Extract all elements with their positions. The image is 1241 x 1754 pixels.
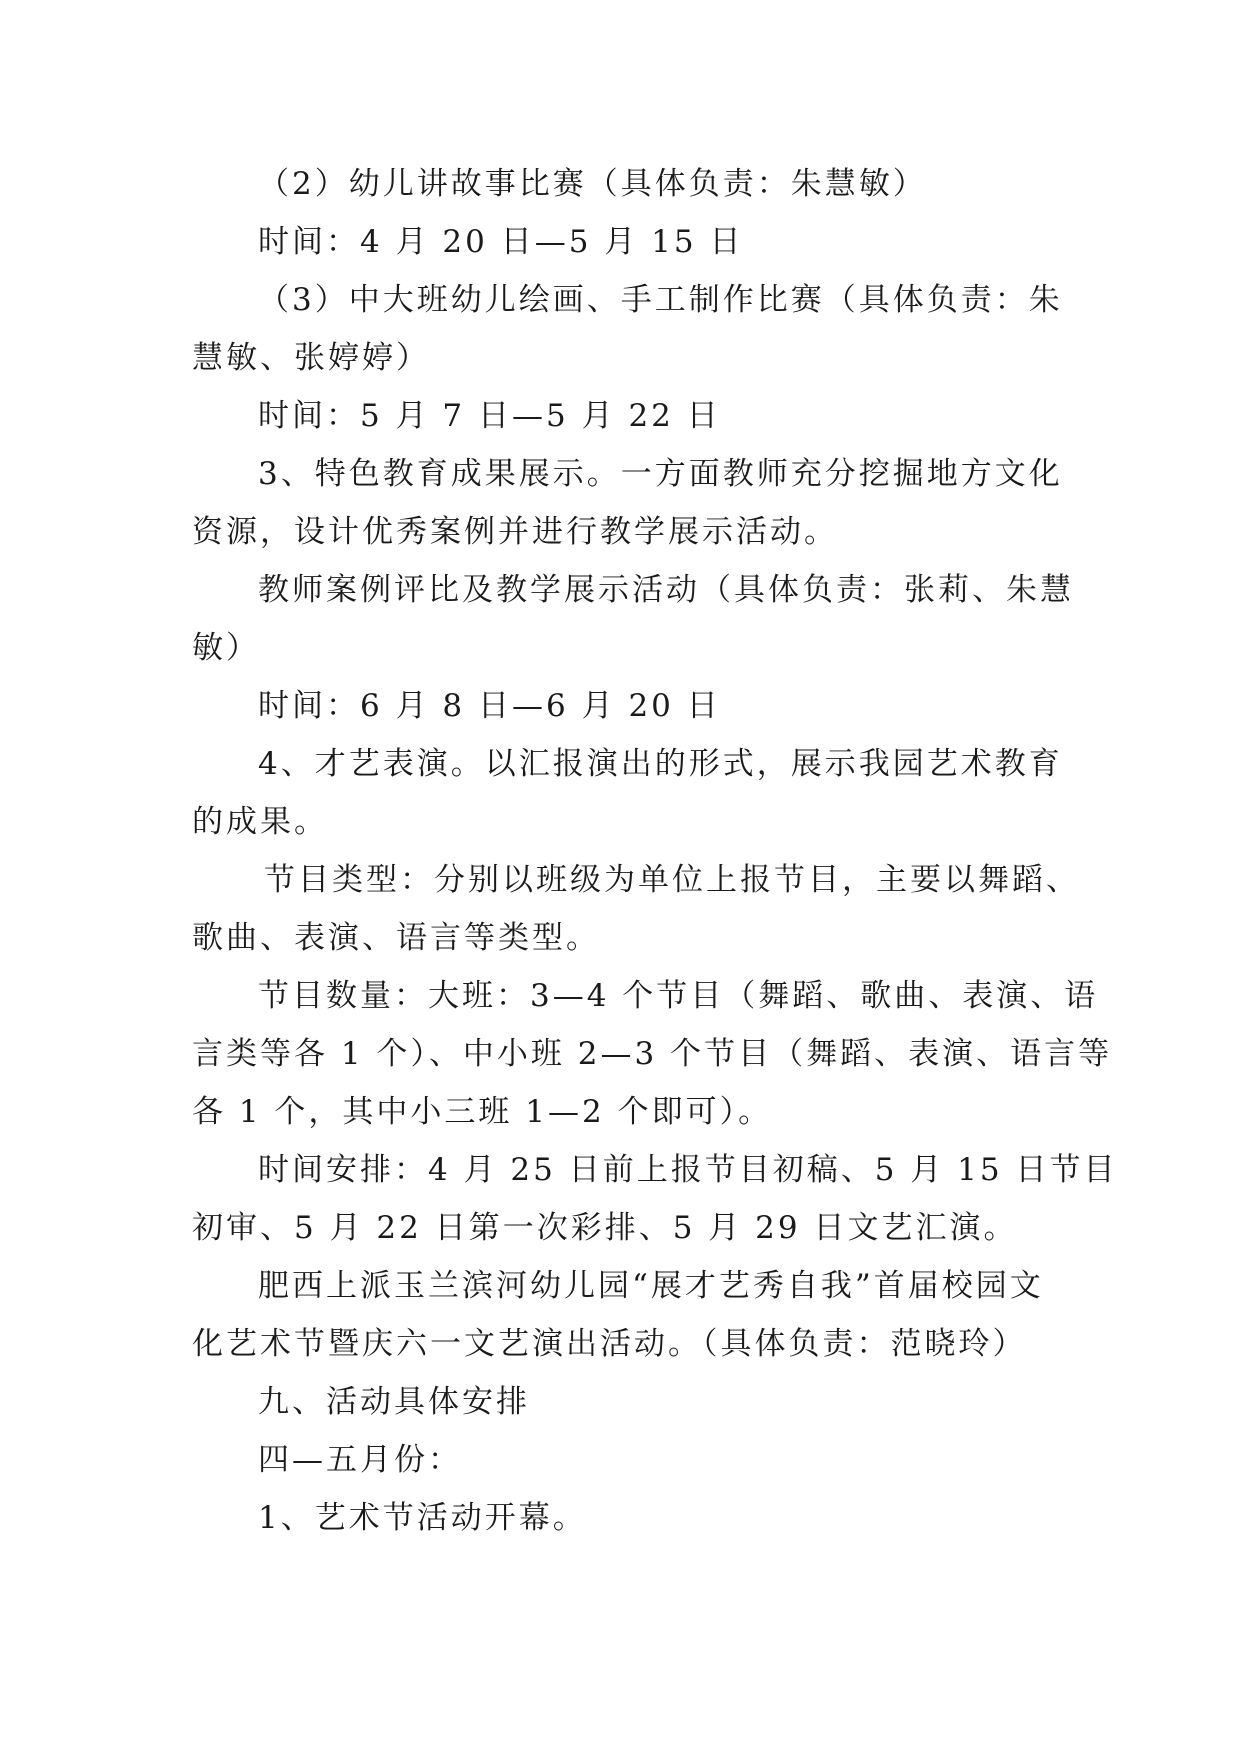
paragraph-line: 歌曲、表演、语言等类型。 — [192, 920, 600, 956]
paragraph-line: 化艺术节暨庆六一文艺演出活动。（具体负责：范晓玲） — [192, 1326, 1027, 1362]
paragraph-line: 各 1 个，其中小三班 1—2 个即可）。 — [192, 1094, 773, 1130]
paragraph-line: 节目类型：分别以班级为单位上报节目，主要以舞蹈、 — [264, 862, 1080, 898]
paragraph-line: 时间安排：4 月 25 日前上报节目初稿、5 月 15 日节目 — [258, 1152, 1118, 1188]
paragraph-line: （2）幼儿讲故事比赛（具体负责：朱慧敏） — [258, 166, 927, 202]
paragraph-line: 四—五月份： — [258, 1442, 462, 1478]
paragraph-line: 4、才艺表演。以汇报演出的形式，展示我园艺术教育 — [258, 746, 1063, 782]
paragraph-line: 时间：4 月 20 日—5 月 15 日 — [258, 224, 744, 260]
paragraph-line: 时间：6 月 8 日—6 月 20 日 — [258, 688, 721, 724]
paragraph-line: 节目数量：大班：3—4 个节目（舞蹈、歌曲、表演、语 — [258, 978, 1099, 1014]
paragraph-line: 3、特色教育成果展示。一方面教师充分挖掘地方文化 — [258, 456, 1063, 492]
paragraph-line: 时间：5 月 7 日—5 月 22 日 — [258, 398, 721, 434]
paragraph-line: 1、艺术节活动开幕。 — [258, 1500, 587, 1536]
paragraph-line: 的成果。 — [192, 804, 328, 840]
section-heading: 九、活动具体安排 — [258, 1384, 530, 1420]
paragraph-line: 教师案例评比及教学展示活动（具体负责：张莉、朱慧 — [258, 572, 1074, 608]
paragraph-line: （3）中大班幼儿绘画、手工制作比赛（具体负责：朱 — [258, 282, 1063, 318]
paragraph-line: 慧敏、张婷婷） — [192, 340, 430, 376]
paragraph-line: 言类等各 1 个）、中小班 2—3 个节目（舞蹈、表演、语言等 — [192, 1036, 1113, 1072]
paragraph-line: 初审、5 月 22 日第一次彩排、5 月 29 日文艺汇演。 — [192, 1210, 1018, 1246]
paragraph-line: 资源，设计优秀案例并进行教学展示活动。 — [192, 514, 838, 550]
paragraph-line: 肥西上派玉兰滨河幼儿园“展才艺秀自我”首届校园文 — [258, 1268, 1044, 1304]
paragraph-line: 敏） — [192, 630, 260, 666]
